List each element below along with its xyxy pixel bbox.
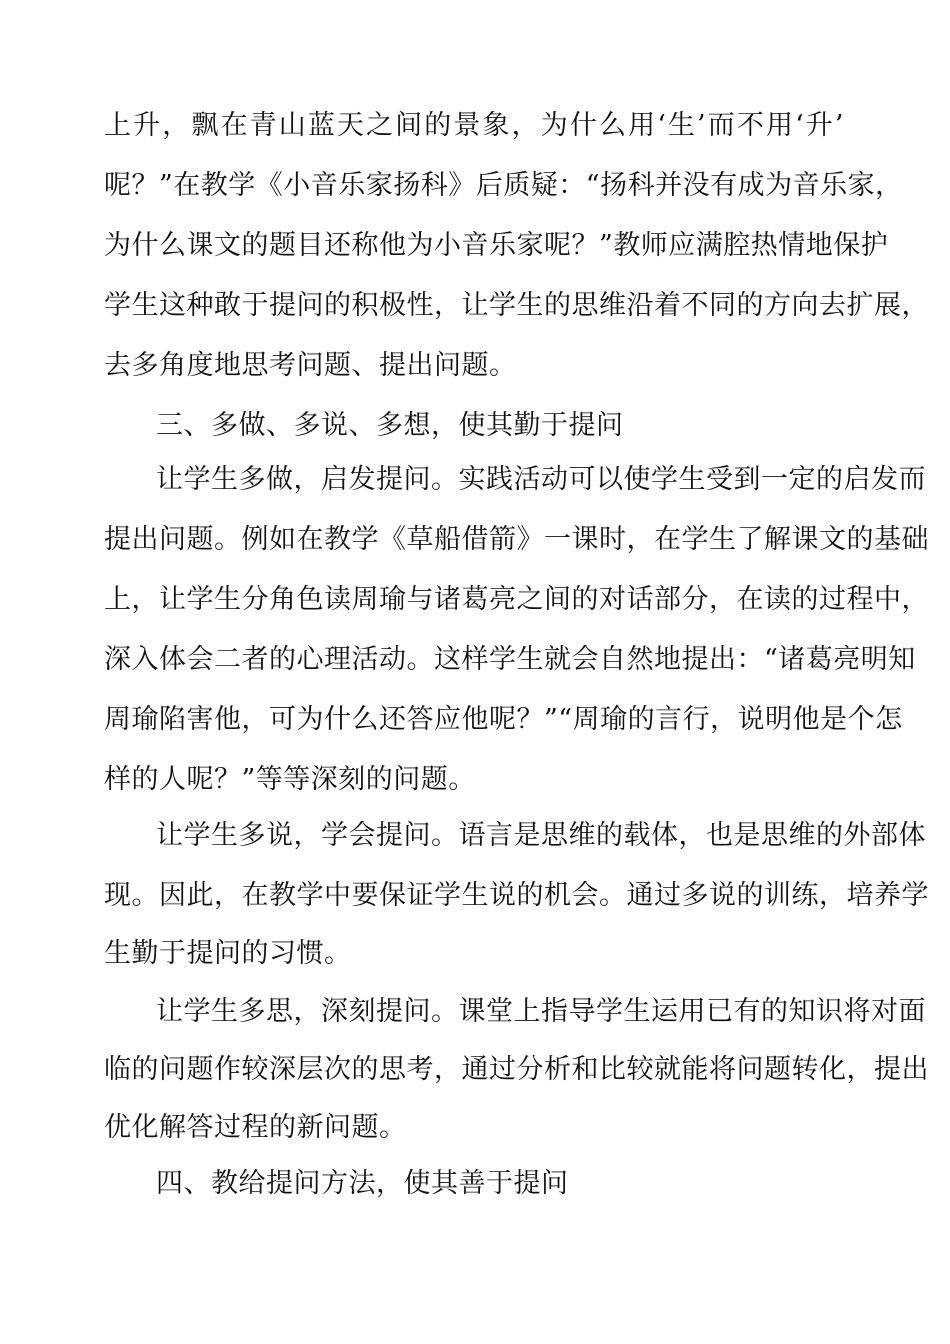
section-heading-3: 三、多做、多说、多想，使其勤于提问	[156, 410, 624, 441]
text-line-17: 临的问题作较深层次的思考，通过分析和比较就能将问题转化，提出	[104, 1054, 929, 1085]
text-line-15: 生勤于提问的习惯。	[104, 938, 352, 969]
section-heading-4: 四、教给提问方法，使其善于提问	[156, 1168, 569, 1199]
text-line-14: 现。因此，在教学中要保证学生说的机会。通过多说的训练，培养学	[104, 880, 929, 911]
text-line-3: 为什么课文的题目还称他为小音乐家呢？”教师应满腔热情地保护	[104, 230, 889, 261]
text-line-5: 去多角度地思考问题、提出问题。	[104, 350, 517, 381]
text-line-11: 周瑜陷害他，可为什么还答应他呢？”“周瑜的言行，说明他是个怎	[104, 704, 903, 735]
text-line-1: 上升，飘在青山蓝天之间的景象，为什么用‘生’而不用‘升’	[104, 110, 844, 141]
text-line-18: 优化解答过程的新问题。	[104, 1112, 407, 1143]
text-line-10: 深入体会二者的心理活动。这样学生就会自然地提出：“诸葛亮明知	[104, 644, 916, 675]
paragraph-start-think: 让学生多思，深刻提问。课堂上指导学生运用已有的知识将对面	[156, 996, 926, 1027]
text-line-8: 提出问题。例如在教学《草船借箭》一课时，在学生了解课文的基础	[104, 524, 929, 555]
paragraph-start-speak: 让学生多说，学会提问。语言是思维的载体，也是思维的外部体	[156, 820, 926, 851]
text-line-4: 学生这种敢于提问的积极性，让学生的思维沿着不同的方向去扩展，	[104, 290, 929, 321]
text-line-9: 上，让学生分角色读周瑜与诸葛亮之间的对话部分，在读的过程中，	[104, 584, 929, 615]
paragraph-start-do: 让学生多做，启发提问。实践活动可以使学生受到一定的启发而	[156, 464, 926, 495]
text-line-12: 样的人呢？”等等深刻的问题。	[104, 764, 476, 795]
text-line-2: 呢？”在教学《小音乐家扬科》后质疑：“扬科并没有成为音乐家，	[104, 170, 903, 201]
